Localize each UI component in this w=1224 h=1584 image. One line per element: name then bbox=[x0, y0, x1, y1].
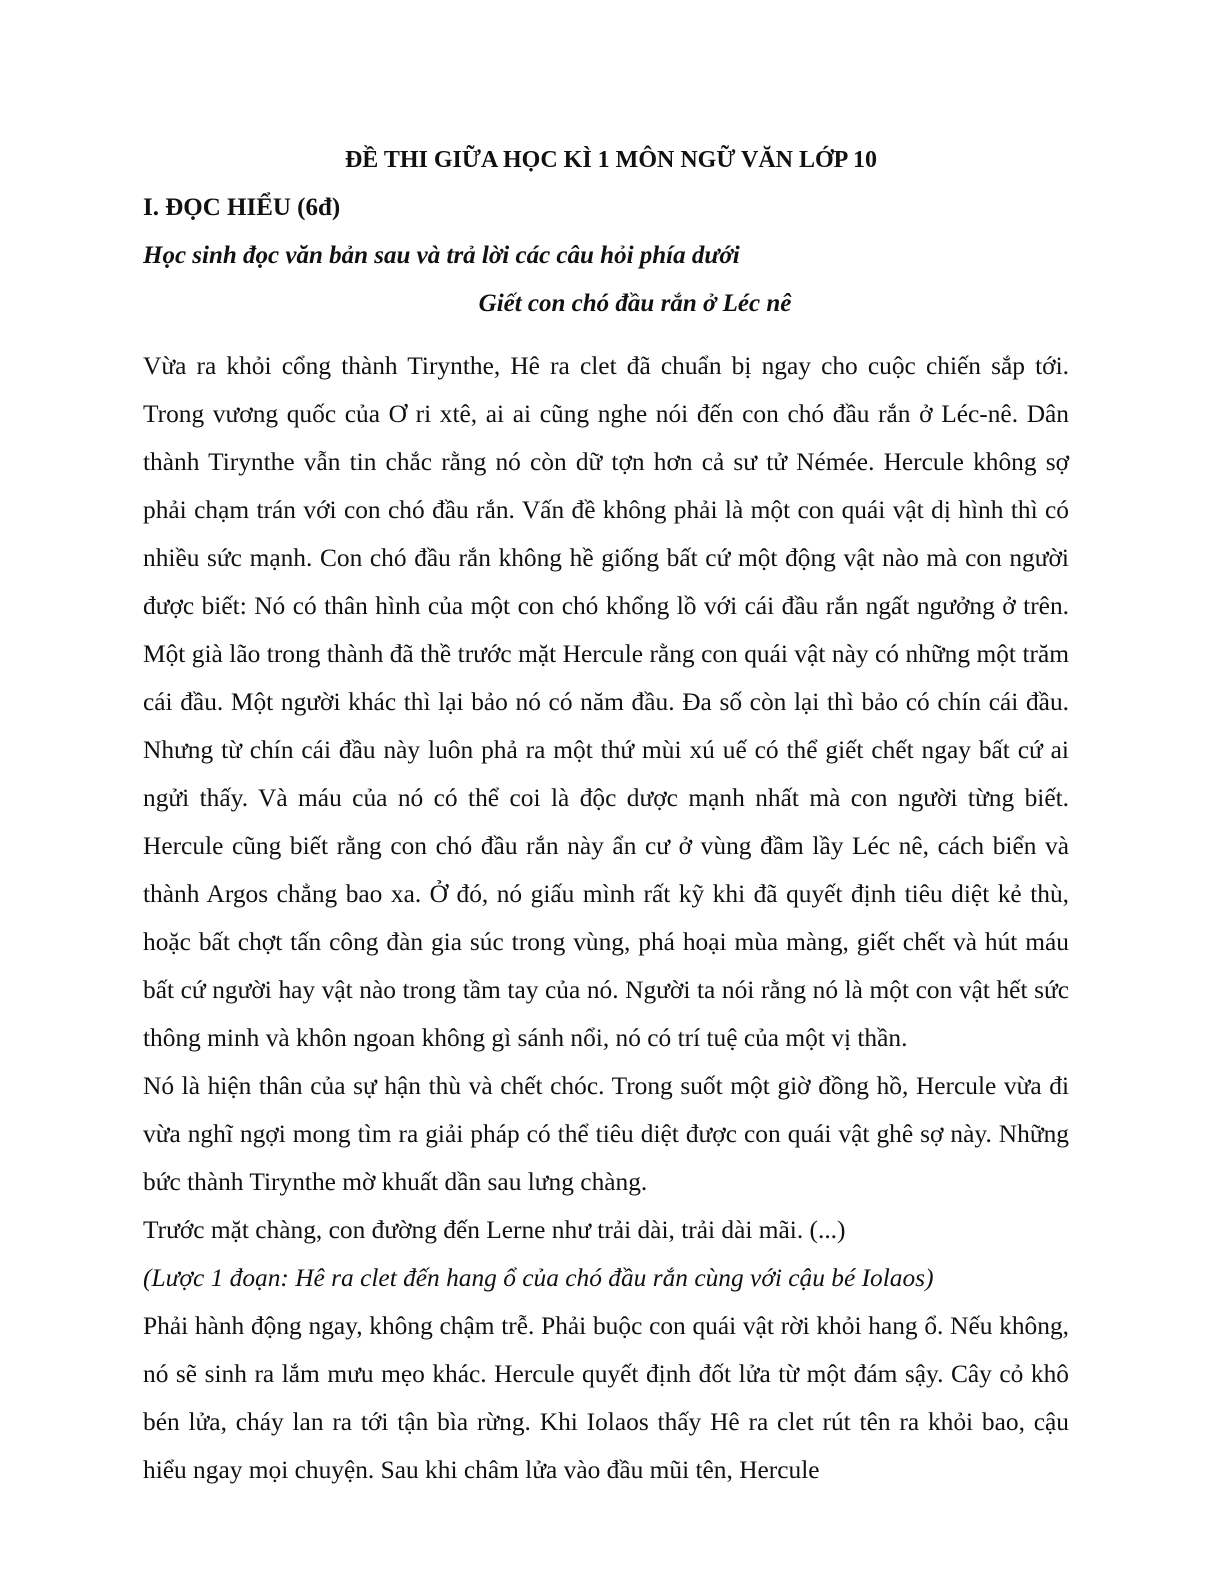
story-paragraph: Trước mặt chàng, con đường đến Lerne như trải dài, trải dài mãi. (...) bbox=[143, 1216, 846, 1244]
exam-title: ĐỀ THI GIỮA HỌC KÌ 1 MÔN NGỮ VĂN LỚP 10 bbox=[344, 147, 878, 173]
document-content bbox=[143, 140, 1069, 1494]
story-title: Giết con chó đầu rắn ở Léc nê bbox=[478, 290, 792, 317]
story-paragraph: Nó là hiện thân của sự hận thù và chết chóc. Trong suốt một giờ đồng hồ, Hercule vừa đi vừa nghĩ ngợi mong tìm ra giải pháp có thể tiêu diệt được con quái vật ghê sợ này. Những bức thành Tirynthe mờ khuất dần sau lưng chàng. bbox=[143, 1072, 1069, 1196]
section-heading: I. ĐỌC HIỂU (6đ) bbox=[143, 194, 341, 221]
omission-note: (Lược 1 đoạn: Hê ra clet đến hang ổ của chó đầu rắn cùng với cậu bé Iolaos) bbox=[143, 1264, 934, 1292]
story-paragraph: Phải hành động ngay, không chậm trễ. Phải buộc con quái vật rời khỏi hang ổ. Nếu không, nó sẽ sinh ra lắm mưu mẹo khác. Hercule quyết định đốt lửa từ một đám sậy. Cây cỏ khô bén lửa, cháy lan ra tới tận bìa rừng. Khi Iolaos thấy Hê ra clet rút tên ra khỏi bao, cậu hiểu ngay mọi chuyện. Sau khi châm lửa vào đầu mũi tên, Hercule bbox=[143, 1312, 1069, 1484]
reading-instruction: Học sinh đọc văn bản sau và trả lời các câu hỏi phía dưới bbox=[143, 242, 740, 269]
story-paragraph: Vừa ra khỏi cổng thành Tirynthe, Hê ra clet đã chuẩn bị ngay cho cuộc chiến sắp tới. Trong vương quốc của Ơ ri xtê, ai ai cũng nghe nói đến con chó đầu rắn ở Léc-nê. Dân thành Tirynthe vẫn tin chắc rằng nó còn dữ tợn hơn cả sư tử Némée. Hercule không sợ phải chạm trán với con chó đầu rắn. Vấn đề không phải là một con quái vật dị hình thì có nhiều sức mạnh. Con chó đầu rắn không hề giống bất cứ một động vật nào mà con người được biết: Nó có thân hình của một con chó khổng lồ với cái đầu rắn ngất ngưởng ở trên. Một già lão trong thành đã thề trước mặt Hercule rằng con quái vật này có những một trăm cái đầu. Một người khác thì lại bảo nó có năm đầu. Đa số còn lại thì bảo có chín cái đầu. Nhưng từ chín cái đầu này luôn phả ra một thứ mùi xú uế có thể giết chết ngay bất cứ ai ngửi thấy. Và máu của nó có thể coi là độc dược mạnh nhất mà con người từng biết. Hercule cũng biết rằng con chó đầu rắn này ẩn cư ở vùng đầm lầy Léc nê, cách biển và thành Argos chẳng bao xa. Ở đó, nó giấu mình rất kỹ khi đã quyết định tiêu diệt kẻ thù, hoặc bất chợt tấn công đàn gia súc trong vùng, phá hoại mùa màng, giết chết và hút máu bất cứ người hay vật nào trong tầm tay của nó. Người ta nói rằng nó là một con vật hết sức thông minh và khôn ngoan không gì sánh nổi, nó có trí tuệ của một vị thần. bbox=[143, 352, 1069, 1052]
